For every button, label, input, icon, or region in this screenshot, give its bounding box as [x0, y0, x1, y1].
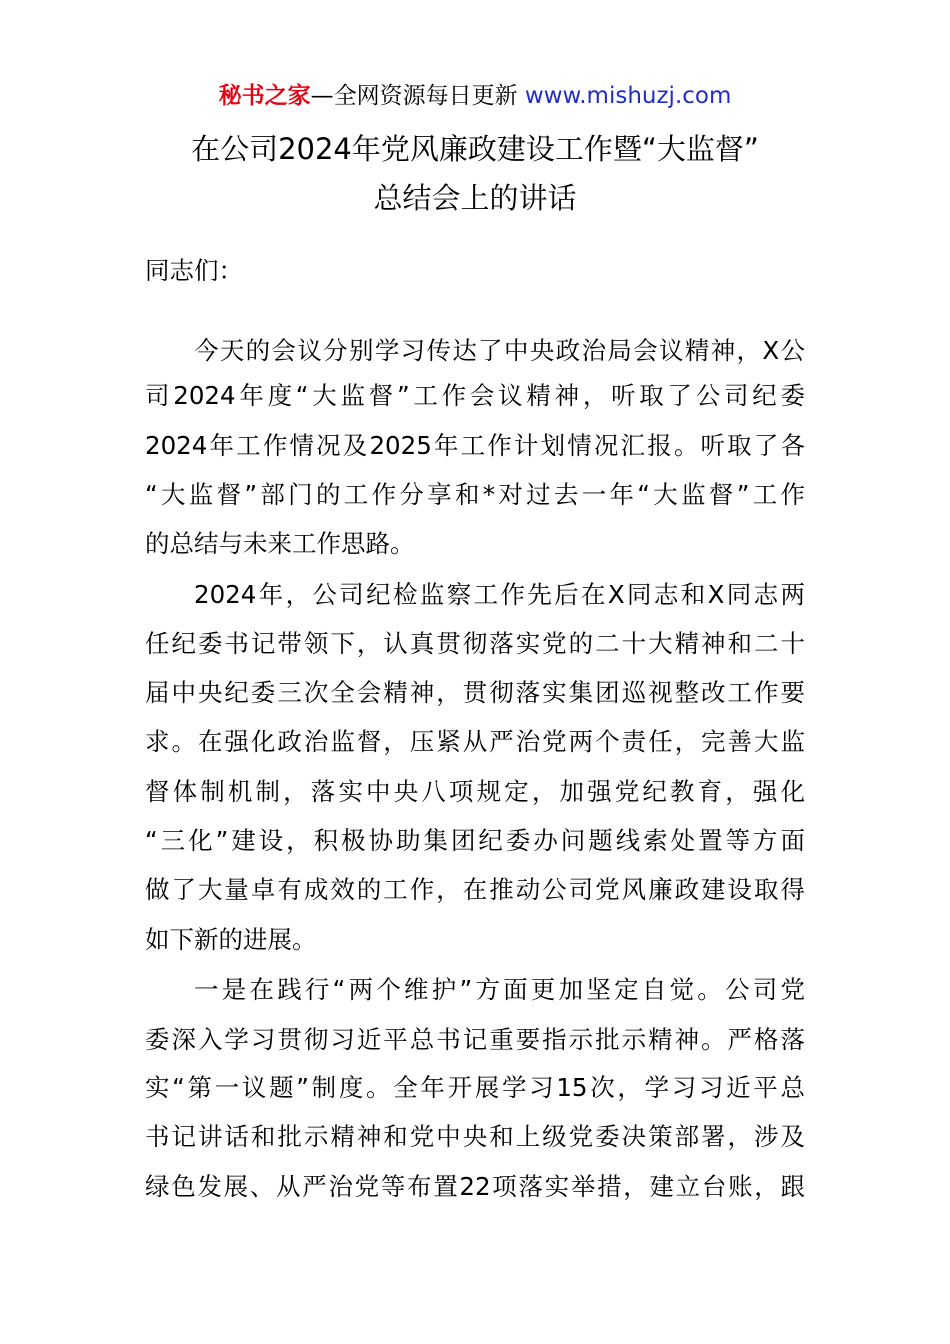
paragraph-line: 实“第一议题”制度。全年开展学习15次，学习习近平总 — [145, 1073, 805, 1102]
banner-brand: 秘书之家 — [218, 83, 311, 109]
paragraph-line: 如下新的进展。 — [145, 925, 317, 954]
paragraph-line: “大监督”部门的工作分享和*对过去一年“大监督”工作 — [145, 480, 805, 509]
banner-tagline: —全网资源每日更新 — [310, 83, 525, 109]
paragraph-line: 今天的会议分别学习传达了中央政治局会议精神，X公 — [194, 336, 805, 365]
paragraph-line: 2024年，公司纪检监察工作先后在X同志和X同志两 — [194, 580, 805, 609]
document-title-line-2: 总结会上的讲话 — [373, 181, 577, 215]
paragraph-line: 一是在践行“两个维护”方面更加坚定自觉。公司党 — [194, 975, 805, 1004]
salutation: 同志们： — [145, 256, 243, 285]
paragraph-line: 司2024年度“大监督”工作会议精神，听取了公司纪委 — [145, 381, 805, 410]
paragraph-line: 书记讲话和批示精神和党中央和上级党委决策部署，涉及 — [145, 1122, 805, 1151]
paragraph-line: 绿色发展、从严治党等布置22项落实举措，建立台账，跟 — [145, 1172, 805, 1201]
paragraph-line: 求。在强化政治监督，压紧从严治党两个责任，完善大监 — [145, 727, 805, 756]
document-title-line-1: 在公司2024年党风廉政建设工作暨“大监督” — [191, 132, 759, 166]
paragraph-line: 委深入学习贯彻习近平总书记重要指示批示精神。严格落 — [145, 1025, 805, 1054]
paragraph-line: 任纪委书记带领下，认真贯彻落实党的二十大精神和二十 — [145, 629, 805, 658]
paragraph-line: 届中央纪委三次全会精神，贯彻落实集团巡视整改工作要 — [145, 678, 805, 707]
paragraph-line: 2024年工作情况及2025年工作计划情况汇报。听取了各 — [145, 431, 805, 460]
banner-url-link[interactable]: www.mishuzj.com — [524, 83, 732, 109]
paragraph-line: “三化”建设，积极协助集团纪委办问题线索处置等方面 — [145, 826, 805, 855]
site-banner — [0, 80, 950, 112]
paragraph-line: 督体制机制，落实中央八项规定，加强党纪教育，强化 — [145, 777, 805, 806]
paragraph-line: 做了大量卓有成效的工作，在推动公司党风廉政建设取得 — [145, 875, 805, 904]
paragraph-line: 的总结与未来工作思路。 — [145, 529, 415, 558]
